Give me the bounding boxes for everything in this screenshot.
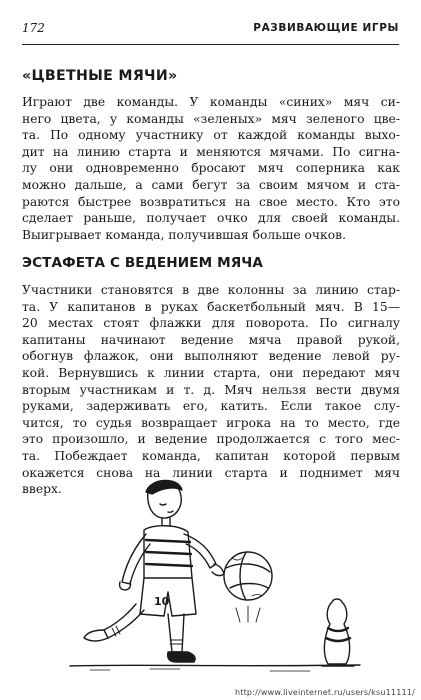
text-line: кой. Вернувшись к линии старта, они передают мяч: [22, 365, 400, 380]
boy-dribbling-ball-illustration: [60, 478, 380, 676]
section-body-colored-balls: [22, 94, 400, 243]
text-line: та. По одному участнику от каждой команды выхо-: [22, 128, 400, 143]
text-line: обогнув флажок, они выполняют ведение левой ру-: [22, 349, 400, 364]
text-line: капитаны начинают ведение мяча правой рукой,: [22, 332, 400, 347]
text-line: Участники становятся в две колонны за линию стар-: [22, 283, 400, 297]
text-line: сделает раньше, получает очко для своей команды.: [22, 211, 400, 226]
text-line: Играют две команды. У команды «синих» мяч си-: [22, 95, 400, 109]
text-line: 20 местах стоят флажки для поворота. По сигналу: [22, 316, 400, 331]
text-line: лу они одновременно бросают мяч соперника как: [22, 161, 400, 176]
text-line: чится, то судья возвращает игрока на то место, где: [22, 415, 400, 430]
text-line: дит на линию старта и меняются мячами. По сигна-: [22, 144, 400, 159]
text-line: вверх.: [22, 482, 62, 497]
text-line: Выигрывает команда, получившая больше очков.: [22, 227, 346, 242]
text-line: та. Побеждает команда, капитан которой первым: [22, 448, 400, 463]
text-line: это произошло, и ведение продолжается с того мес-: [22, 432, 400, 447]
text-line: него цвета, у команды «зеленых» мяч зеленого цве-: [22, 111, 400, 126]
text-line: та. У капитанов в руках баскетбольный мяч. В 15—: [22, 299, 400, 314]
text-line: окажется снова на линии старта и поднимет мяч: [22, 465, 400, 480]
page-number: 172: [22, 21, 45, 35]
page-header: [22, 18, 399, 45]
running-head: РАЗВИВАЮЩИЕ ИГРЫ: [253, 22, 399, 34]
section-body-relay: [22, 282, 400, 498]
source-url: http://www.liveinternet.ru/users/ksu11111/: [234, 688, 415, 697]
section-title-relay: ЭСТАФЕТА С ВЕДЕНИЕМ МЯЧА: [22, 255, 263, 271]
text-line: вторым участникам и т. д. Мяч нельзя вести двумя: [22, 382, 400, 397]
text-line: руками, задерживать его, катить. Если такое слу-: [22, 399, 400, 414]
jersey-number: 10: [154, 595, 170, 608]
text-line: раются быстрее возвратиться на свое место. Кто это: [22, 194, 400, 209]
text-line: можно дальше, а сами бегут за своим мячом и ста-: [22, 177, 400, 192]
section-title-colored-balls: «ЦВЕТНЫЕ МЯЧИ»: [22, 68, 178, 84]
